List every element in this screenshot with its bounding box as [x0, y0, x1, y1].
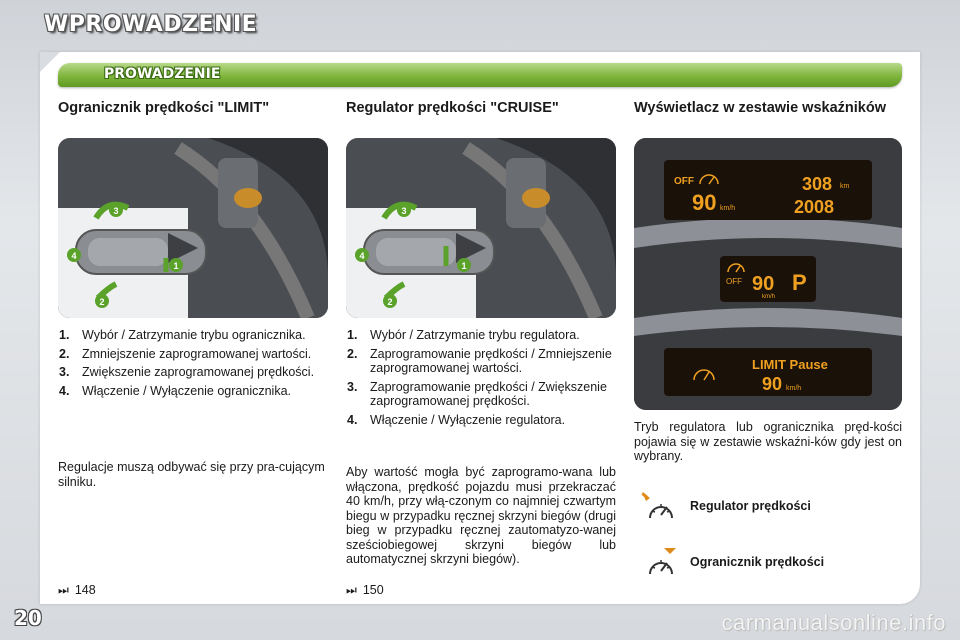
display-bottom-speed-unit: km/h: [786, 385, 802, 392]
list-item: 1. Wybór / Zatrzymanie trybu ogranicznika.: [59, 328, 306, 342]
display-top-status: OFF: [674, 176, 694, 187]
column-speed-limiter: [58, 100, 330, 117]
column-display: [634, 100, 894, 117]
cruise-note: Aby wartość mogła być zaprogramo-wana lub włączona, prędkość pojazdu musi przekraczać 40 km/h, przy włą-czonym co najmniej czwartym biegu w przypadku ręcznej skrzyni biegów (drugi bieg w przypadku ręcznej zautomatyzo-wanej sześciobiegowej skrzyni biegów lub automatycznej skrzyni biegów).: [346, 465, 616, 566]
display-top-trip: 2008: [794, 197, 835, 217]
steering-stalk-illustration: [346, 138, 616, 318]
column-title: Wyświetlacz w zestawie wskaźników: [634, 100, 886, 116]
page-header-title: WPROWADZENIE: [44, 12, 258, 37]
callout-4: 4: [71, 251, 77, 261]
list-item: 1. Wybór / Zatrzymanie trybu regulatora.: [347, 328, 580, 342]
list-item: 2. Zaprogramowanie prędkości / Zmniejszenie zaprogramowanej wartości.: [347, 346, 612, 375]
callout-1: 1: [173, 261, 179, 271]
callout-4: 4: [359, 251, 365, 261]
legend-label: Ogranicznik prędkości: [690, 555, 825, 569]
callout-3: 3: [113, 206, 119, 216]
display-middle-speed-unit: km/h: [762, 294, 776, 300]
cruise-steps-list: [346, 328, 618, 431]
display-note: Tryb regulatora lub ogranicznika pręd-kości pojawia się w zestawie wskaźni-ków gdy jest on wybrany.: [634, 420, 902, 463]
section-banner: [58, 63, 902, 87]
display-top-odo: 308: [802, 174, 833, 194]
legend-limiter: [640, 546, 900, 580]
display-bottom-status: LIMIT Pause: [752, 357, 828, 372]
page-number: 20: [14, 606, 42, 630]
callout-2: 2: [387, 297, 393, 307]
page-ref-cruise[interactable]: ⏭ 150: [346, 583, 384, 597]
steering-stalk-photo-limiter: [58, 138, 328, 318]
list-item: 4. Włączenie / Wyłączenie ogranicznika.: [59, 383, 292, 398]
cruise-control-icon: [640, 490, 680, 524]
display-bottom-speed: 90: [762, 374, 783, 394]
column-cruise-control: [346, 100, 618, 117]
display-top-odo-unit: km: [840, 183, 850, 190]
column-title: Regulator prędkości "CRUISE": [346, 100, 559, 116]
limiter-note: Regulacje muszą odbywać się przy pra-cującym silniku.: [58, 460, 325, 489]
callout-3: 3: [401, 206, 407, 216]
steering-stalk-illustration: [58, 138, 328, 318]
display-top-speed: 90: [692, 190, 717, 215]
page-ref-arrow-icon: ⏭: [58, 583, 69, 597]
page-ref-limiter[interactable]: ⏭ 148: [58, 583, 96, 597]
steering-stalk-photo-cruise: [346, 138, 616, 318]
instrument-display-photo: [634, 138, 902, 410]
limiter-steps-list: [58, 328, 330, 402]
list-item: 2. Zmniejszenie zaprogramowanej wartości.: [59, 346, 312, 361]
display-middle-gear: P: [792, 270, 807, 295]
display-middle-speed: 90: [752, 273, 775, 295]
column-title: Ogranicznik prędkości "LIMIT": [58, 100, 270, 116]
legend-cruise: [640, 490, 900, 524]
display-middle-status: OFF: [726, 277, 742, 286]
legend-label: Regulator prędkości: [690, 499, 811, 513]
list-item: 3. Zaprogramowanie prędkości / Zwiększenie zaprogramowanej prędkości.: [347, 379, 607, 408]
instrument-display-illustration: [634, 138, 902, 410]
speed-limiter-icon: [640, 546, 680, 580]
page-ref-arrow-icon: ⏭: [346, 583, 357, 597]
display-top-speed-unit: km/h: [720, 205, 736, 212]
callout-2: 2: [99, 297, 105, 307]
watermark: carmanualsonline.info: [721, 610, 946, 635]
list-item: 4. Włączenie / Wyłączenie regulatora.: [347, 412, 566, 427]
list-item: 3. Zwiększenie zaprogramowanej prędkości.: [59, 365, 315, 379]
callout-1: 1: [461, 261, 467, 271]
section-title: PROWADZENIE: [104, 66, 221, 82]
